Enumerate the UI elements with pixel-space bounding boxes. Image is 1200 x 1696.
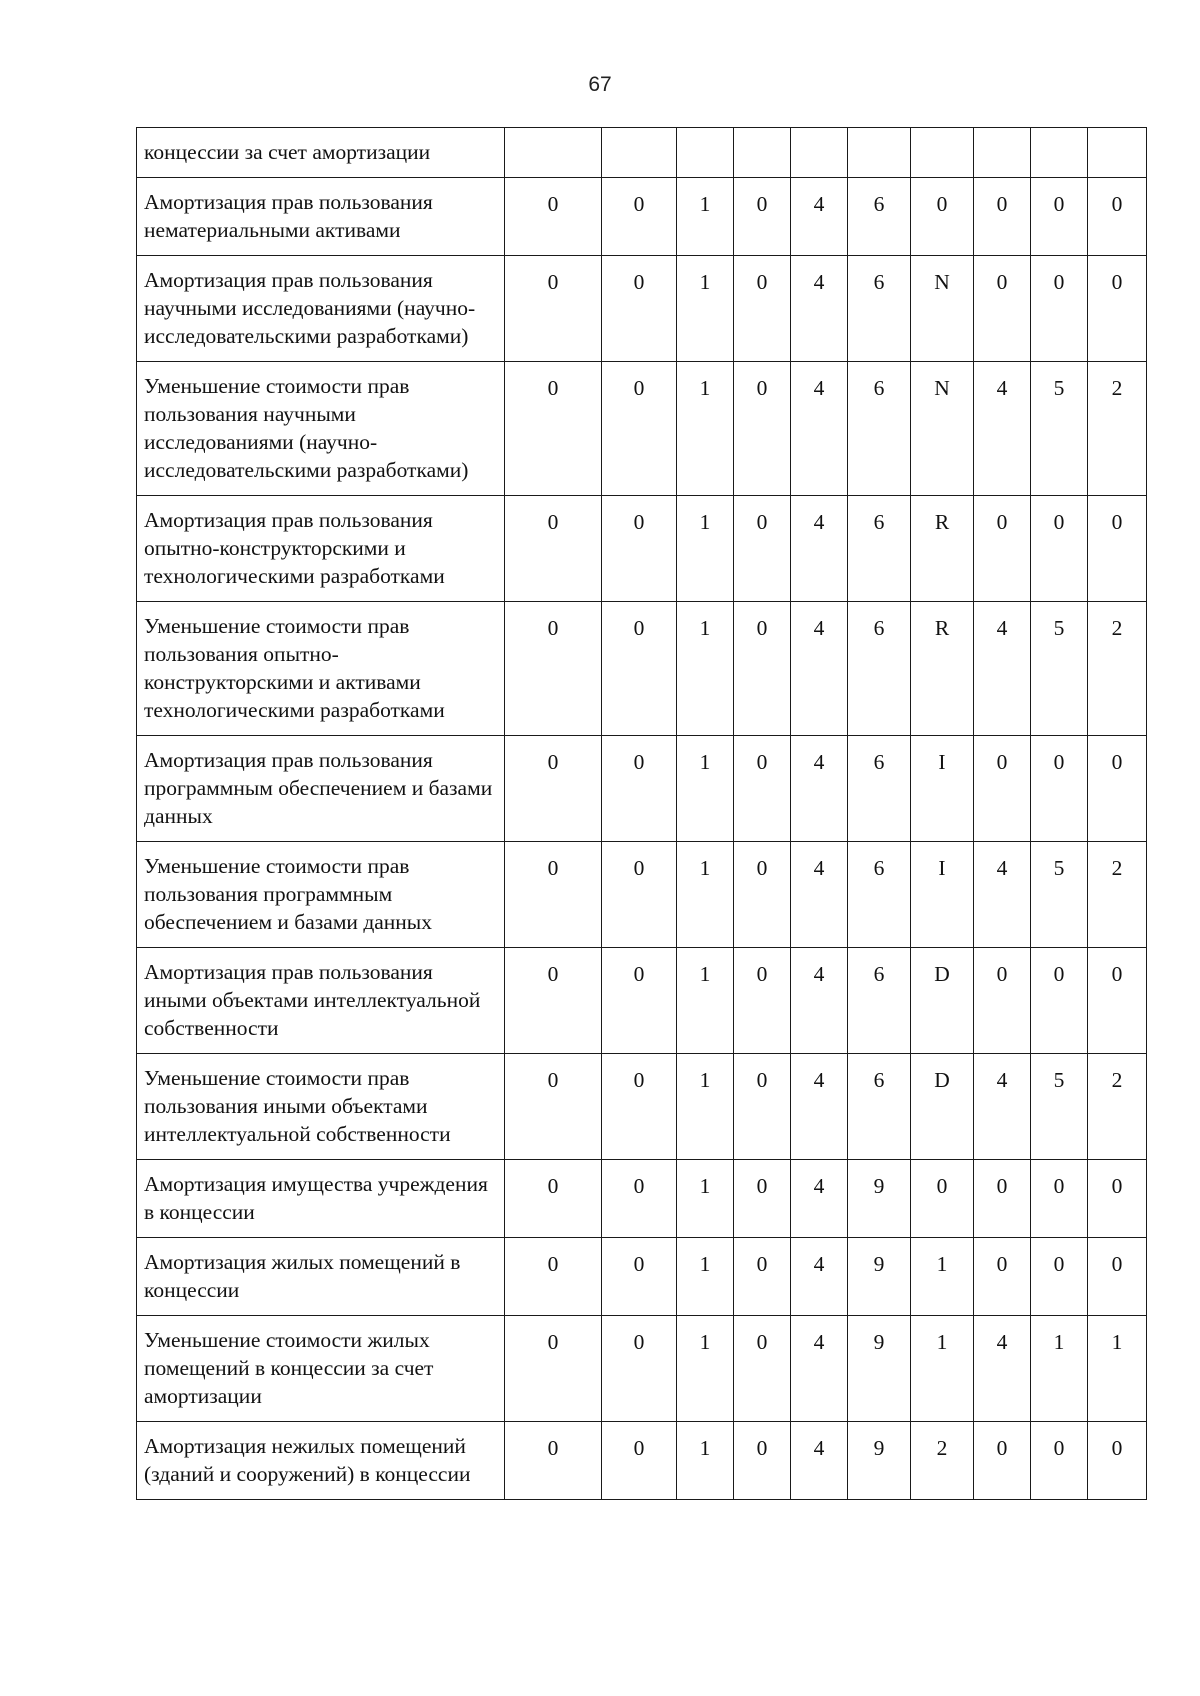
code-digit-9: 0 [1031,496,1088,602]
code-digit-3 [677,128,734,178]
code-digit-7 [911,128,974,178]
code-digit-8 [974,128,1031,178]
code-digit-2: 0 [602,736,677,842]
table-row [137,736,1147,842]
code-digit-6: 6 [848,178,911,256]
code-digit-8: 4 [974,1054,1031,1160]
code-digit-5: 4 [791,362,848,496]
code-digit-3: 1 [677,178,734,256]
code-digit-10: 0 [1088,948,1147,1054]
code-digit-5: 4 [791,256,848,362]
code-digit-7: I [911,736,974,842]
row-description: Амортизация прав пользования нематериальными активами [137,178,505,256]
row-description: Уменьшение стоимости жилых помещений в концессии за счет амортизации [137,1316,505,1422]
table-body [137,128,1147,1500]
code-digit-7: 0 [911,178,974,256]
code-digit-4: 0 [734,736,791,842]
code-digit-1: 0 [505,1238,602,1316]
code-digit-2: 0 [602,362,677,496]
code-digit-1: 0 [505,1160,602,1238]
code-digit-3: 1 [677,842,734,948]
code-digit-5: 4 [791,178,848,256]
code-digit-6 [848,128,911,178]
code-digit-5 [791,128,848,178]
code-digit-9 [1031,128,1088,178]
code-digit-7: 0 [911,1160,974,1238]
code-digit-6: 6 [848,736,911,842]
code-digit-6: 6 [848,362,911,496]
code-digit-6: 6 [848,948,911,1054]
table-row [137,842,1147,948]
code-digit-9: 1 [1031,1316,1088,1422]
table-row [137,1422,1147,1500]
code-digit-7: R [911,602,974,736]
code-digit-1: 0 [505,178,602,256]
code-digit-4: 0 [734,256,791,362]
row-description: концессии за счет амортизации [137,128,505,178]
code-digit-3: 1 [677,1160,734,1238]
code-digit-10: 1 [1088,1316,1147,1422]
code-digit-2 [602,128,677,178]
code-digit-9: 0 [1031,178,1088,256]
code-digit-4: 0 [734,1054,791,1160]
code-digit-5: 4 [791,842,848,948]
table-row [137,1054,1147,1160]
page-number: 67 [588,73,612,96]
code-digit-7: D [911,1054,974,1160]
code-digit-1: 0 [505,362,602,496]
code-digit-1 [505,128,602,178]
code-digit-2: 0 [602,1054,677,1160]
code-digit-9: 5 [1031,1054,1088,1160]
table-row [137,948,1147,1054]
table-row [137,496,1147,602]
table-row [137,1238,1147,1316]
code-digit-8: 0 [974,256,1031,362]
code-digit-5: 4 [791,496,848,602]
code-digit-3: 1 [677,948,734,1054]
code-digit-9: 0 [1031,1238,1088,1316]
code-digit-7: N [911,256,974,362]
code-digit-10: 2 [1088,602,1147,736]
code-digit-9: 0 [1031,736,1088,842]
code-digit-10: 0 [1088,256,1147,362]
code-digit-4: 0 [734,1160,791,1238]
code-digit-6: 6 [848,602,911,736]
code-digit-5: 4 [791,602,848,736]
table-row [137,256,1147,362]
code-digit-3: 1 [677,1422,734,1500]
table-row [137,178,1147,256]
code-digit-8: 0 [974,1422,1031,1500]
code-digit-4: 0 [734,496,791,602]
code-digit-10: 0 [1088,178,1147,256]
row-description: Амортизация прав пользования опытно-конструкторскими и технологическими разработками [137,496,505,602]
code-digit-4: 0 [734,1422,791,1500]
code-digit-10: 0 [1088,496,1147,602]
row-description: Амортизация прав пользования научными исследованиями (научно-исследовательскими разработками) [137,256,505,362]
code-digit-4: 0 [734,362,791,496]
code-digit-4: 0 [734,602,791,736]
row-description: Амортизация прав пользования иными объектами интеллектуальной собственности [137,948,505,1054]
code-digit-10: 2 [1088,362,1147,496]
code-digit-8: 0 [974,178,1031,256]
code-digit-9: 0 [1031,948,1088,1054]
code-digit-4 [734,128,791,178]
code-digit-10 [1088,128,1147,178]
code-digit-5: 4 [791,1054,848,1160]
code-digit-5: 4 [791,1316,848,1422]
code-digit-6: 9 [848,1238,911,1316]
code-digit-8: 4 [974,1316,1031,1422]
code-digit-8: 4 [974,602,1031,736]
code-digit-4: 0 [734,842,791,948]
code-digit-2: 0 [602,1160,677,1238]
table-row [137,602,1147,736]
code-digit-9: 5 [1031,362,1088,496]
code-digit-8: 0 [974,1160,1031,1238]
code-digit-4: 0 [734,178,791,256]
code-digit-6: 6 [848,1054,911,1160]
row-description: Уменьшение стоимости прав пользования программным обеспечением и базами данных [137,842,505,948]
row-description: Уменьшение стоимости прав пользования иными объектами интеллектуальной собственности [137,1054,505,1160]
code-digit-8: 0 [974,736,1031,842]
code-digit-2: 0 [602,1238,677,1316]
code-digit-10: 0 [1088,1160,1147,1238]
code-digit-2: 0 [602,178,677,256]
code-digit-1: 0 [505,948,602,1054]
code-digit-3: 1 [677,256,734,362]
code-digit-1: 0 [505,496,602,602]
code-digit-9: 5 [1031,602,1088,736]
account-code-table [136,127,1147,1500]
code-digit-7: I [911,842,974,948]
code-digit-10: 0 [1088,1422,1147,1500]
code-digit-8: 0 [974,948,1031,1054]
code-digit-3: 1 [677,496,734,602]
code-digit-1: 0 [505,736,602,842]
code-digit-3: 1 [677,602,734,736]
row-description: Амортизация прав пользования программным обеспечением и базами данных [137,736,505,842]
code-digit-6: 9 [848,1422,911,1500]
code-digit-5: 4 [791,1422,848,1500]
code-digit-10: 0 [1088,1238,1147,1316]
code-digit-5: 4 [791,948,848,1054]
code-digit-8: 0 [974,496,1031,602]
code-digit-6: 6 [848,256,911,362]
code-digit-3: 1 [677,736,734,842]
code-digit-4: 0 [734,1316,791,1422]
code-digit-7: 1 [911,1238,974,1316]
row-description: Амортизация нежилых помещений (зданий и сооружений) в концессии [137,1422,505,1500]
code-digit-6: 9 [848,1316,911,1422]
code-digit-9: 5 [1031,842,1088,948]
row-description: Уменьшение стоимости прав пользования опытно-конструкторскими и активами технологическими разработками [137,602,505,736]
code-digit-2: 0 [602,602,677,736]
row-description: Амортизация жилых помещений в концессии [137,1238,505,1316]
code-digit-1: 0 [505,842,602,948]
row-description: Амортизация имущества учреждения в концессии [137,1160,505,1238]
code-digit-2: 0 [602,842,677,948]
code-digit-3: 1 [677,1316,734,1422]
code-digit-3: 1 [677,1238,734,1316]
code-digit-7: R [911,496,974,602]
code-digit-1: 0 [505,1316,602,1422]
code-digit-5: 4 [791,1238,848,1316]
code-digit-9: 0 [1031,1160,1088,1238]
code-digit-10: 0 [1088,736,1147,842]
code-digit-2: 0 [602,496,677,602]
code-digit-7: 2 [911,1422,974,1500]
code-digit-1: 0 [505,602,602,736]
code-digit-5: 4 [791,1160,848,1238]
code-digit-8: 0 [974,1238,1031,1316]
code-digit-2: 0 [602,1316,677,1422]
code-digit-5: 4 [791,736,848,842]
code-digit-8: 4 [974,362,1031,496]
code-digit-6: 6 [848,496,911,602]
code-digit-7: D [911,948,974,1054]
code-digit-7: 1 [911,1316,974,1422]
code-digit-6: 6 [848,842,911,948]
code-digit-6: 9 [848,1160,911,1238]
code-digit-3: 1 [677,1054,734,1160]
code-digit-1: 0 [505,256,602,362]
code-digit-1: 0 [505,1054,602,1160]
code-digit-7: N [911,362,974,496]
code-digit-9: 0 [1031,256,1088,362]
table-row [137,1160,1147,1238]
code-digit-10: 2 [1088,1054,1147,1160]
code-digit-8: 4 [974,842,1031,948]
code-digit-10: 2 [1088,842,1147,948]
code-digit-4: 0 [734,1238,791,1316]
code-digit-2: 0 [602,1422,677,1500]
code-digit-1: 0 [505,1422,602,1500]
table-row [137,362,1147,496]
code-digit-2: 0 [602,256,677,362]
table-row [137,1316,1147,1422]
row-description: Уменьшение стоимости прав пользования научными исследованиями (научно-исследовательскими разработками) [137,362,505,496]
code-digit-2: 0 [602,948,677,1054]
code-digit-9: 0 [1031,1422,1088,1500]
code-digit-4: 0 [734,948,791,1054]
table-row [137,128,1147,178]
code-digit-3: 1 [677,362,734,496]
